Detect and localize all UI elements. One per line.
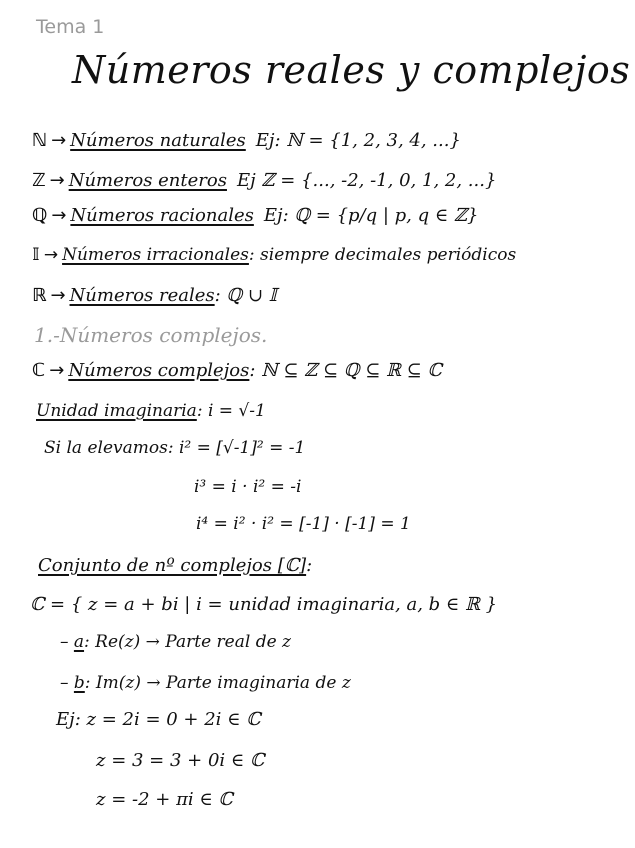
power-line-1: Si la elevamos: i² = [√-1]² = -1: [44, 438, 306, 458]
row-example: : siempre decimales periódicos: [248, 245, 517, 265]
row-complejos: [32, 360, 442, 381]
complex-set-colon: :: [306, 555, 313, 576]
reals-symbol: ℝ: [32, 285, 47, 306]
row-example: : ℚ ∪ 𝕀: [214, 285, 278, 306]
part-key: b: [73, 673, 85, 693]
part-desc: : Im(z) → Parte imaginaria de z: [84, 673, 351, 693]
row-example: Ej ℤ = {..., -2, -1, 0, 1, 2, ...}: [236, 170, 497, 191]
row-example: Ej: ℚ = {p/q | p, q ∈ ℤ}: [263, 205, 479, 226]
integers-symbol: ℤ: [32, 170, 46, 191]
naturals-symbol: ℕ: [32, 130, 48, 151]
row-irracionales: [32, 245, 516, 265]
row-label: Números irracionales: [62, 245, 249, 265]
arrow-icon: →: [43, 245, 59, 265]
row-example: Ej: ℕ = {1, 2, 3, 4, ...}: [255, 130, 461, 151]
page-title: Números reales y complejos: [72, 48, 631, 92]
arrow-icon: →: [49, 360, 65, 381]
complex-symbol: ℂ: [32, 360, 46, 381]
rationals-symbol: ℚ: [32, 205, 48, 226]
part-desc: : Re(z) → Parte real de z: [84, 632, 292, 652]
row-reales: [32, 285, 277, 306]
part-key: a: [73, 632, 85, 652]
complex-set-heading: [38, 555, 312, 576]
complex-set-label: Conjunto de nº complejos [ℂ]: [38, 555, 307, 576]
imaginary-unit-label: Unidad imaginaria: [36, 401, 197, 421]
arrow-icon: →: [51, 130, 67, 151]
power-line-2: i³ = i · i² = -i: [194, 477, 302, 497]
arrow-icon: →: [51, 205, 67, 226]
dash: –: [60, 673, 74, 693]
example-line-3: z = -2 + πi ∈ ℂ: [96, 789, 233, 810]
topic-label: Tema 1: [36, 16, 105, 38]
complex-set-definition: ℂ = { z = a + bi | i = unidad imaginaria, a, b ∈ ℝ }: [30, 594, 498, 615]
irrationals-symbol: 𝕀: [32, 245, 40, 265]
row-label: Números reales: [69, 285, 215, 306]
row-enteros: [32, 170, 496, 191]
row-naturales: [32, 130, 461, 151]
row-label: Números enteros: [68, 170, 227, 191]
part-real-line: [60, 632, 291, 652]
row-label: Números naturales: [70, 130, 246, 151]
row-example: : ℕ ⊆ ℤ ⊆ ℚ ⊆ ℝ ⊆ ℂ: [249, 360, 442, 381]
row-label: Números racionales: [70, 205, 254, 226]
example-line-2: z = 3 = 3 + 0i ∈ ℂ: [96, 750, 265, 771]
imaginary-unit-def: : i = √-1: [196, 401, 266, 421]
arrow-icon: →: [50, 285, 66, 306]
part-imag-line: [60, 673, 351, 693]
row-label: Números complejos: [68, 360, 250, 381]
arrow-icon: →: [49, 170, 65, 191]
power-line-3: i⁴ = i² · i² = [-1] · [-1] = 1: [196, 514, 411, 534]
section-heading: 1.-Números complejos.: [34, 323, 268, 347]
dash: –: [60, 632, 74, 652]
row-racionales: [32, 205, 479, 226]
imaginary-unit-line: [36, 401, 266, 421]
example-line-1: Ej: z = 2i = 0 + 2i ∈ ℂ: [56, 709, 261, 730]
